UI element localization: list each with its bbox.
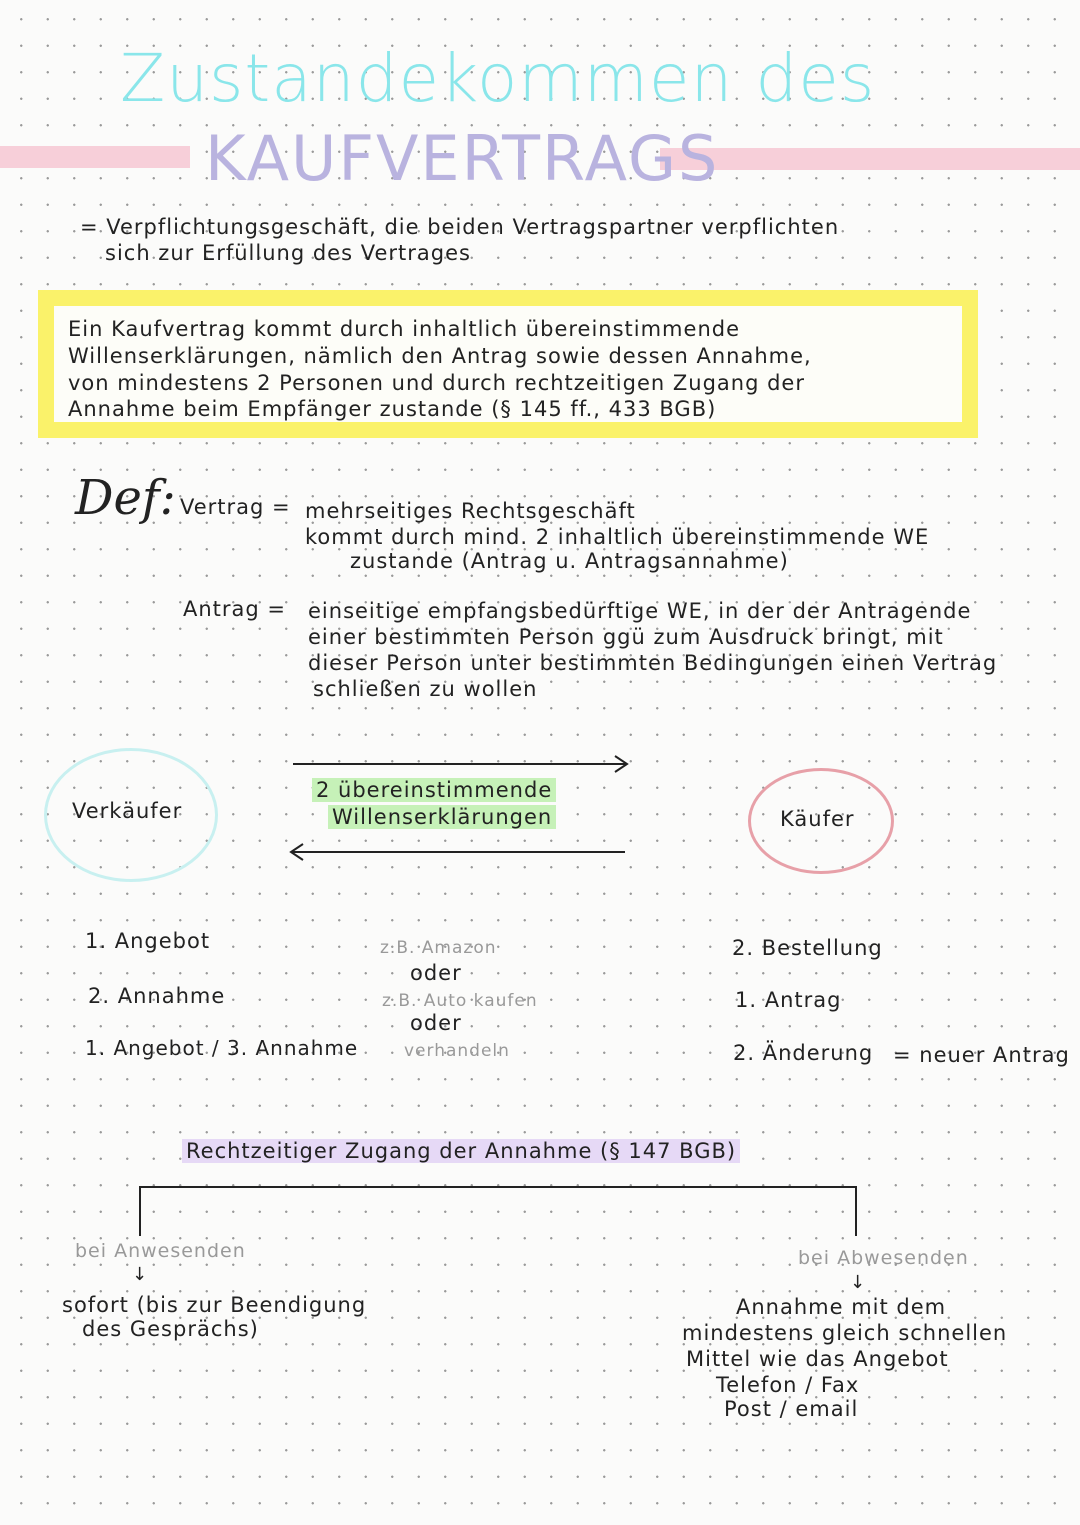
intro-line-2: sich zur Erfüllung des Vertrages: [105, 241, 471, 265]
intro-line-1: = Verpflichtungsgeschäft, die beiden Vertragspartner verpflichten: [80, 215, 840, 239]
left-text: des Gesprächs): [82, 1317, 259, 1341]
box-line: von mindestens 2 Personen und durch rechtzeitigen Zugang der: [68, 371, 805, 395]
right-item: 2. Änderung: [733, 1041, 874, 1065]
antrag-def: dieser Person unter bestimmten Bedingungen einen Vertrag: [308, 651, 998, 675]
arrow-right-icon: [293, 756, 627, 772]
bracket-right: [855, 1186, 857, 1236]
right-text: Telefon / Fax: [716, 1373, 860, 1397]
arrow-down-icon: ↓: [132, 1264, 148, 1285]
example: verhandeln: [404, 1041, 510, 1061]
vertrag-def: mehrseitiges Rechtsgeschäft: [305, 499, 636, 523]
title-underline-right: [660, 148, 1080, 170]
middle-label: 2 übereinstimmende: [312, 778, 556, 802]
right-text: mindestens gleich schnellen: [682, 1321, 1008, 1345]
title-line-1: Zustandekommen des: [120, 40, 876, 117]
arrow-down-icon: ↓: [850, 1272, 866, 1293]
def-label: Def:: [75, 470, 176, 526]
right-label: bei Abwesenden: [798, 1247, 969, 1269]
example: z.B. Amazon: [380, 938, 497, 958]
box-line: Annahme beim Empfänger zustande (§ 145 ff., 433 BGB): [68, 397, 717, 421]
left-item: 2. Annahme: [88, 984, 226, 1008]
oder: oder: [410, 1011, 462, 1035]
oder: oder: [410, 961, 462, 985]
buyer-label: Käufer: [780, 807, 855, 831]
antrag-def: einer bestimmten Person ggü zum Ausdruck bringt, mit: [308, 625, 944, 649]
box-line: Ein Kaufvertrag kommt durch inhaltlich übereinstimmende: [68, 317, 740, 341]
left-item: 1. Angebot: [85, 929, 211, 953]
right-item: 1. Antrag: [735, 988, 842, 1012]
bracket-left: [139, 1186, 141, 1236]
title-underline-left: [0, 146, 190, 168]
arrow-left-icon: [291, 844, 625, 860]
right-text: Post / email: [724, 1397, 859, 1421]
vertrag-term: Vertrag =: [180, 495, 291, 519]
right-text: Mittel wie das Angebot: [686, 1347, 949, 1371]
antrag-term: Antrag =: [183, 597, 287, 621]
antrag-def: schließen zu wollen: [313, 677, 538, 701]
box-line: Willenserklärungen, nämlich den Antrag sowie dessen Annahme,: [68, 344, 812, 368]
antrag-def: einseitige empfangsbedürftige WE, in der der Antragende: [308, 599, 972, 623]
right-item-note: = neuer Antrag: [893, 1043, 1070, 1067]
right-item: 2. Bestellung: [732, 936, 883, 960]
middle-label: Willenserklärungen: [328, 805, 556, 829]
example: z.B. Auto kaufen: [382, 991, 538, 1011]
seller-label: Verkäufer: [72, 799, 183, 823]
bracket-top: [139, 1186, 857, 1188]
title-line-2: KAUFVERTRAGS: [205, 122, 720, 195]
vertrag-def: kommt durch mind. 2 inhaltlich übereinstimmende WE: [305, 525, 930, 549]
vertrag-def: zustande (Antrag u. Antragsannahme): [350, 549, 789, 573]
zugang-heading: Rechtzeitiger Zugang der Annahme (§ 147 BGB): [182, 1139, 740, 1163]
left-item: 1. Angebot / 3. Annahme: [85, 1036, 359, 1060]
right-text: Annahme mit dem: [736, 1295, 947, 1319]
left-text: sofort (bis zur Beendigung: [62, 1293, 367, 1317]
left-label: bei Anwesenden: [75, 1240, 246, 1262]
